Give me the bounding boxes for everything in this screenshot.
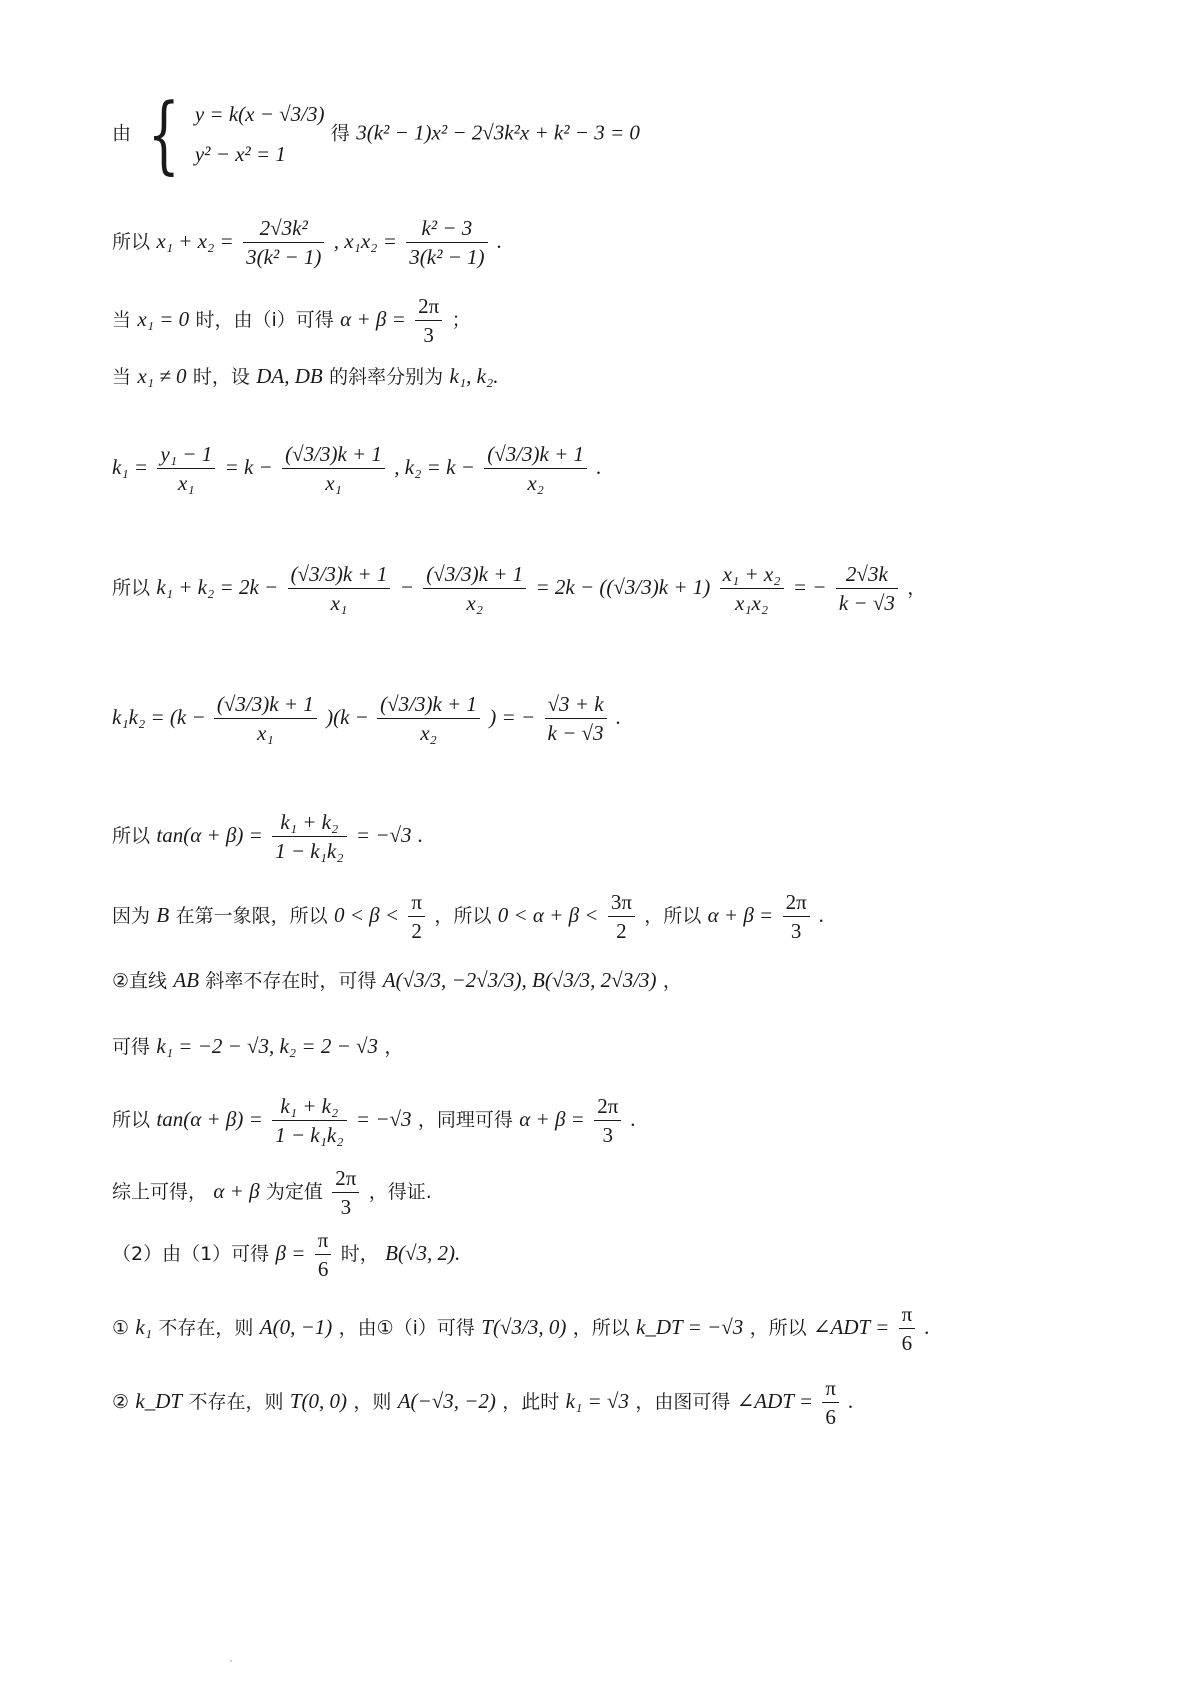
text: 当: [112, 309, 132, 331]
math: , x₁x₂ =: [333, 229, 397, 253]
math: ) = −: [489, 705, 536, 729]
fraction: $\frac{\pi}{6}$: [822, 1374, 839, 1431]
line-vertical-ab: [112, 966, 682, 995]
text: ，则: [353, 1391, 392, 1413]
fraction: $\frac{\pi}{2}$: [408, 888, 425, 945]
fraction: $\frac{\text{y₁ − 1}}{\text{x₁}}$: [157, 440, 215, 497]
text: 综上可得，: [112, 1181, 208, 1203]
text: 所以: [112, 825, 151, 847]
math: .: [496, 229, 503, 253]
math: α + β =: [340, 307, 406, 331]
math: = −: [792, 575, 827, 599]
line-vieta: [112, 214, 502, 271]
math: T(√3/3, 0): [481, 1315, 567, 1339]
text: ，由图可得: [635, 1391, 731, 1413]
math: = 2k − ((√3/3)k + 1): [535, 575, 711, 599]
text: 所以: [112, 1109, 151, 1131]
fraction: $\frac{(√3/3)k + 1}{\text{x₁}}$: [288, 560, 391, 617]
line-case-x1-zero: [112, 292, 471, 349]
fraction: $\frac{\text{x₁ + x₂}}{\text{x₁x₂}}$: [720, 560, 784, 617]
system-eq-2: y² − x² = 1: [194, 142, 286, 166]
fraction: $\frac{(√3/3)k + 1}{\text{x₂}}$: [423, 560, 526, 617]
math: k_DT: [135, 1389, 183, 1413]
math: 3(k² − 1)x² − 2√3k²x + k² − 3 = 0: [356, 120, 640, 145]
text: ，所以: [749, 1317, 807, 1339]
fraction: $\frac{\pi}{6}$: [315, 1226, 332, 1283]
text: 不存在，则: [158, 1317, 254, 1339]
math: x₁ ≠ 0: [137, 364, 187, 388]
text: ，此时: [502, 1391, 560, 1413]
math: tan(α + β) =: [156, 1107, 263, 1131]
fraction: $\frac{2\pi}{3}$: [783, 888, 810, 945]
fraction: $\frac{2\pi}{3}$: [594, 1092, 621, 1149]
math: .: [630, 1107, 636, 1131]
text: 由: [112, 122, 132, 145]
line-slope-sum: [112, 560, 926, 617]
text: ，: [384, 1036, 404, 1058]
text: ，: [662, 970, 682, 992]
text: ，所以: [644, 905, 702, 927]
math: , k₂ = k −: [394, 455, 475, 479]
text: ，所以: [434, 905, 492, 927]
text: 因为: [112, 905, 151, 927]
fraction: $\frac{\text{2√3k²}}{\text{3(k² − 1)}}$: [243, 214, 324, 271]
math: B(√3, 2).: [385, 1241, 461, 1265]
math: = −√3: [355, 823, 412, 847]
line-tan-sum: [112, 808, 423, 865]
fraction: $\frac{(√3/3)k + 1}{\text{x₁}}$: [282, 440, 385, 497]
line-conclusion: [112, 1164, 432, 1221]
fraction: $\frac{(√3/3)k + 1}{\text{x₂}}$: [484, 440, 587, 497]
text: 可得: [112, 1036, 151, 1058]
math: AB: [173, 968, 200, 992]
math: )(k −: [326, 705, 375, 729]
math: 0 < α + β <: [497, 903, 599, 927]
math: k₁k₂ = (k −: [112, 705, 211, 729]
math: A(√3/3, −2√3/3), B(√3/3, 2√3/3): [382, 968, 657, 992]
math: .: [596, 455, 602, 479]
math: k_DT = −√3: [636, 1315, 744, 1339]
line-case-kdt-undefined: [112, 1374, 854, 1431]
fraction: $\frac{2\pi}{3}$: [332, 1164, 359, 1221]
text: 在第一象限，所以: [175, 905, 328, 927]
text: 得: [330, 122, 350, 145]
line-system: [112, 85, 640, 183]
fraction: $\frac{2√3k}{k - √3}$: [836, 560, 898, 617]
system-eq-1: y = k(x − √3/3): [194, 102, 325, 126]
math: k₁ = −2 − √3, k₂ = 2 − √3: [156, 1034, 379, 1058]
fraction: $\frac{\pi}{6}$: [899, 1300, 916, 1357]
text: ，同理可得: [417, 1109, 513, 1131]
math: .: [615, 705, 622, 729]
math: k₁ + k₂ = 2k −: [156, 575, 279, 599]
line-slopes: [112, 440, 602, 497]
text: ②: [112, 1391, 130, 1413]
text: 时，设: [192, 366, 250, 388]
fraction: $\frac{(√3/3)k + 1}{\text{x₁}}$: [214, 690, 317, 747]
fraction: $\frac{\text{k₁ + k₂}}{\text{1 − k₁k₂}}$: [272, 808, 346, 865]
math: β =: [275, 1241, 306, 1265]
text: ，由①（i）可得: [338, 1317, 475, 1339]
line-k-values: [112, 1032, 403, 1061]
math: DA, DB: [256, 364, 323, 388]
text: 为定值: [265, 1181, 323, 1203]
math: α + β: [213, 1179, 260, 1203]
fraction: $\frac{√3 + k}{k - √3}$: [545, 690, 607, 747]
text: 时，由（i）可得: [195, 309, 334, 331]
fraction: $\frac{2\pi}{3}$: [415, 292, 442, 349]
math: A(−√3, −2): [397, 1389, 496, 1413]
text: 当: [112, 366, 132, 388]
line-quadrant: [112, 888, 824, 945]
math: ∠ADT =: [736, 1389, 814, 1413]
text: 不存在，则: [188, 1391, 284, 1413]
scan-speck: [230, 1660, 232, 1662]
math: = k −: [224, 455, 273, 479]
math: x₁ = 0: [137, 307, 190, 331]
text: 时，: [340, 1243, 379, 1265]
fraction: $\frac{\text{k² − 3}}{\text{3(k² − 1)}}$: [406, 214, 487, 271]
text: （2）由（1）可得: [112, 1243, 270, 1265]
line-part-2: [112, 1226, 460, 1283]
text: ，所以: [572, 1317, 630, 1339]
text: ，得证.: [368, 1181, 432, 1203]
math: .: [417, 823, 424, 847]
text: ，: [907, 577, 927, 599]
text: ②直线: [112, 970, 168, 992]
line-slope-product: [112, 690, 621, 747]
math: .: [924, 1315, 930, 1339]
math: .: [819, 903, 825, 927]
math: k₁ = √3: [565, 1389, 629, 1413]
math: B: [156, 903, 170, 927]
fraction: $\frac{(√3/3)k + 1}{\text{x₂}}$: [377, 690, 480, 747]
math: = −√3: [355, 1107, 412, 1131]
math: ∠ADT =: [812, 1315, 890, 1339]
line-case-k1-undefined: [112, 1300, 930, 1357]
text: 斜率不存在时，可得: [205, 970, 377, 992]
text: ；: [451, 309, 471, 331]
left-brace: {: [148, 85, 181, 183]
math: x₁ + x₂ =: [156, 229, 234, 253]
equation-system: [137, 85, 325, 183]
math: 0 < β <: [333, 903, 399, 927]
math: tan(α + β) =: [156, 823, 263, 847]
text: 所以: [112, 577, 151, 599]
line-case-x1-nonzero: [112, 362, 499, 391]
math: k₁ =: [112, 455, 149, 479]
math: A(0, −1): [259, 1315, 333, 1339]
math: T(0, 0): [289, 1389, 347, 1413]
text: 所以: [112, 231, 151, 253]
fraction: $\frac{\text{k₁ + k₂}}{\text{1 − k₁k₂}}$: [272, 1092, 346, 1149]
fraction: $\frac{3\pi}{2}$: [608, 888, 635, 945]
math: α + β =: [707, 903, 774, 927]
line-tan-sum-2: [112, 1092, 636, 1149]
math: k₁, k₂.: [449, 364, 499, 388]
math: −: [399, 575, 414, 599]
text: 的斜率分别为: [329, 366, 444, 388]
math: .: [848, 1389, 854, 1413]
math: k₁: [135, 1315, 153, 1339]
math: α + β =: [519, 1107, 585, 1131]
text: ①: [112, 1317, 130, 1339]
